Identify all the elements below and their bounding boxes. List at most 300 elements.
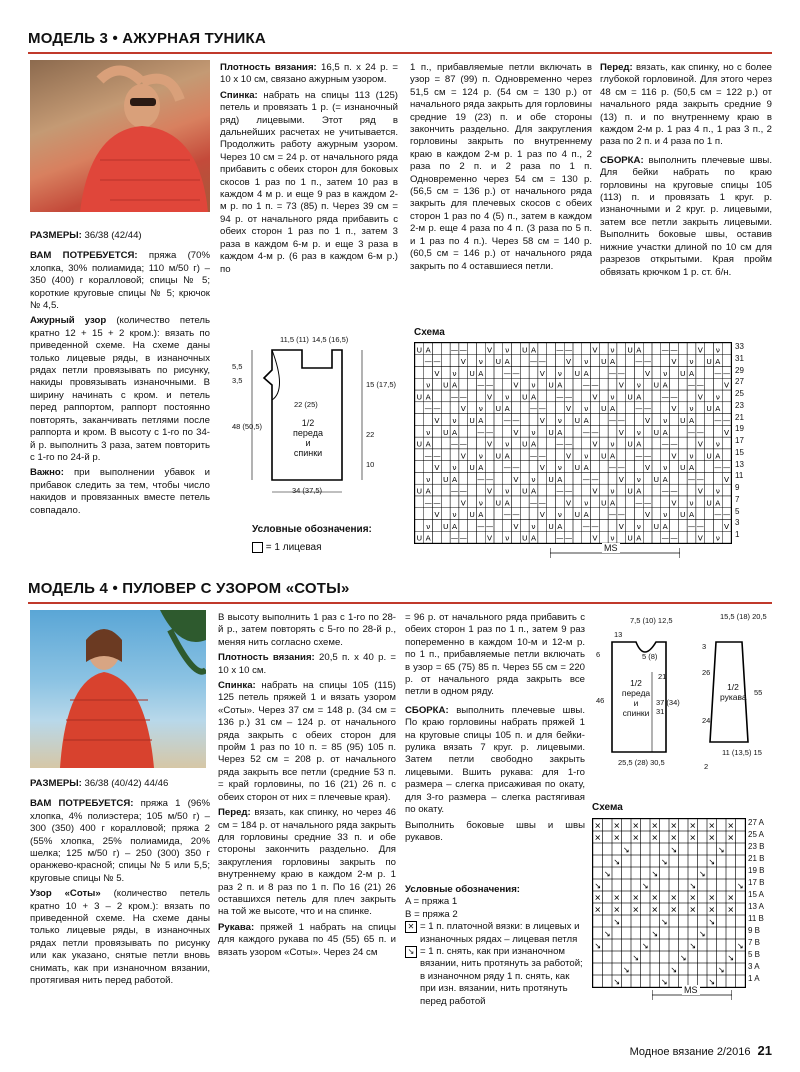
stitch-symbol: ↘ bbox=[736, 941, 744, 951]
scheme-cell bbox=[520, 402, 529, 414]
garter-stitch-icon: ✕ bbox=[405, 921, 417, 933]
legend-item-text: = 1 лицевая bbox=[265, 542, 322, 554]
row-number: 9 bbox=[735, 483, 740, 493]
scheme-cell bbox=[415, 367, 424, 379]
scheme-cell bbox=[612, 843, 622, 855]
stitch-symbol: U bbox=[600, 357, 607, 367]
scheme-cell bbox=[520, 472, 529, 484]
scheme-cell bbox=[726, 843, 736, 855]
stitch-symbol: — bbox=[538, 498, 547, 508]
scheme-cell bbox=[698, 939, 708, 951]
stitch-symbol: — bbox=[564, 345, 573, 355]
scheme-cell bbox=[660, 831, 670, 843]
dim-label: 6 bbox=[596, 650, 601, 659]
stitch-symbol: — bbox=[459, 439, 468, 449]
stitch-symbol: A bbox=[425, 439, 431, 449]
stitch-symbol: V bbox=[487, 533, 493, 543]
stitch-symbol: — bbox=[538, 451, 547, 461]
scheme-cell bbox=[713, 425, 722, 437]
stitch-symbol: ✕ bbox=[632, 893, 640, 903]
stitch-symbol: A bbox=[530, 533, 537, 543]
sizes-value: 36/38 (40/42) 44/46 bbox=[84, 778, 169, 789]
stitch-symbol: V bbox=[697, 345, 703, 355]
stitch-symbol: V bbox=[724, 521, 730, 531]
scheme-cell bbox=[641, 927, 651, 939]
scheme-cell bbox=[520, 414, 529, 426]
scheme-cell bbox=[599, 343, 608, 355]
scheme-cell bbox=[547, 390, 556, 402]
stitch-symbol: — bbox=[512, 510, 520, 520]
scheme-cell bbox=[678, 449, 687, 461]
scheme-cell bbox=[476, 531, 485, 543]
scheme-cell bbox=[631, 939, 641, 951]
scheme-cell bbox=[626, 496, 635, 508]
scheme-cell bbox=[736, 819, 746, 831]
scheme-cell bbox=[705, 425, 714, 437]
stitch-symbol: U bbox=[521, 533, 528, 543]
scheme-cell bbox=[705, 414, 714, 426]
stitch-symbol: — bbox=[450, 439, 459, 449]
stitch-symbol: A bbox=[557, 380, 563, 390]
scheme-cell bbox=[670, 519, 679, 531]
stitch-symbol: — bbox=[582, 427, 590, 437]
scheme-cell bbox=[641, 831, 651, 843]
stitch-symbol: ✕ bbox=[708, 833, 716, 843]
assembly-label: СБОРКА: bbox=[405, 704, 449, 716]
back-label: Спинка: bbox=[220, 89, 258, 101]
scheme-cell bbox=[678, 378, 687, 390]
stitch-symbol: A bbox=[583, 368, 589, 378]
scheme-cell bbox=[512, 449, 521, 461]
stitch-symbol: ν bbox=[426, 380, 431, 390]
scheme-cell bbox=[722, 484, 731, 496]
stitch-symbol: — bbox=[591, 380, 599, 390]
stitch-symbol: — bbox=[529, 404, 538, 414]
scheme-cell bbox=[555, 402, 564, 414]
scheme-cell bbox=[736, 963, 746, 975]
model4-col1 bbox=[30, 778, 210, 991]
stitch-symbol: — bbox=[556, 392, 564, 402]
scheme-cell bbox=[650, 879, 660, 891]
stitch-symbol: V bbox=[487, 439, 493, 449]
stitch-symbol: ✕ bbox=[613, 893, 621, 903]
stitch-symbol: — bbox=[556, 345, 564, 355]
slip-stitch-icon: ↘ bbox=[405, 946, 417, 958]
density-text: 16,5 п. х 24 р. = 10 х 10 см, связано ажурным узором. bbox=[220, 62, 398, 86]
stitch-symbol: ↘ bbox=[641, 941, 649, 951]
needs-text: пряжа (70% хлопка, 30% полиамида; 110 м/50 г) – 350 (400) г коралловой; спицы № 5; короткие круговые спицы № 5; крючок № 4,5. bbox=[30, 250, 210, 312]
stitch-symbol: ν bbox=[557, 510, 562, 520]
scheme-cell bbox=[652, 508, 661, 520]
front-label: Перед: bbox=[600, 62, 633, 73]
scheme-cell bbox=[717, 951, 727, 963]
stitch-symbol: A bbox=[557, 427, 563, 437]
scheme-cell bbox=[468, 425, 477, 437]
stitch-symbol: A bbox=[583, 510, 589, 520]
model4-heading: МОДЕЛЬ 4 • ПУЛОВЕР С УЗОРОМ «СОТЫ» bbox=[28, 580, 350, 597]
dim-label: 37 (34) 31 bbox=[656, 698, 680, 716]
row-number: 9 B bbox=[748, 926, 761, 935]
stitch-symbol: — bbox=[635, 404, 643, 414]
stitch-symbol: ν bbox=[689, 404, 694, 414]
stitch-symbol: U bbox=[679, 463, 686, 473]
row-number: 5 B bbox=[748, 950, 761, 959]
scheme-cell bbox=[424, 508, 433, 520]
stitch-symbol: U bbox=[600, 451, 607, 461]
stitch-symbol: A bbox=[662, 474, 668, 484]
stitch-symbol: ν bbox=[478, 498, 483, 508]
diagram-label: 1/2 переда и спинки bbox=[621, 678, 651, 718]
scheme-cell bbox=[512, 531, 521, 543]
scheme-cell bbox=[626, 402, 635, 414]
scheme-cell bbox=[679, 843, 689, 855]
stitch-symbol: U bbox=[495, 498, 502, 508]
scheme-cell bbox=[582, 437, 591, 449]
stitch-symbol: — bbox=[608, 510, 617, 520]
pattern-text: (количество петель кратно 12 + 15 + 2 кром.): вязать по приведенной схеме. На схеме даны только лицевые ряды, в изнаночных рядах петли провязывать по рисунку, накиды провязывать изнаночными. В ширину начинать с кром. и петель перед раппортом, раппорт постоянно повторять, заканчивать петлями после раппорта и кром. В высоту с 1-го по 34-й р. выполнить 3 раза, затем повторить с 1-го по 24-й р. bbox=[30, 315, 210, 463]
scheme-cell bbox=[641, 891, 651, 903]
scheme-cell bbox=[459, 508, 468, 520]
dim-label: 11 (13,5) 15 bbox=[722, 748, 762, 757]
stitch-symbol: A bbox=[425, 392, 431, 402]
stitch-symbol: — bbox=[512, 416, 520, 425]
stitch-symbol: V bbox=[697, 392, 703, 402]
stitch-symbol: — bbox=[477, 521, 485, 531]
stitch-symbol: — bbox=[459, 345, 468, 355]
row-number: 21 bbox=[735, 412, 744, 422]
scheme-cell bbox=[669, 855, 679, 867]
stitch-symbol: ✕ bbox=[651, 833, 659, 843]
stitch-symbol: — bbox=[512, 463, 520, 473]
scheme-cell bbox=[698, 891, 708, 903]
scheme-cell bbox=[669, 975, 679, 987]
stitch-symbol: — bbox=[424, 404, 432, 414]
scheme-cell bbox=[529, 508, 538, 520]
stitch-symbol: ↘ bbox=[736, 881, 744, 891]
stitch-symbol: — bbox=[564, 392, 573, 402]
stitch-symbol: — bbox=[635, 357, 643, 367]
stitch-symbol: V bbox=[566, 451, 572, 461]
scheme-cell bbox=[717, 855, 727, 867]
row-number: 25 A bbox=[748, 830, 765, 839]
stitch-symbol: U bbox=[679, 510, 686, 520]
stitch-symbol: U bbox=[442, 427, 449, 437]
scheme-cell bbox=[660, 951, 670, 963]
scheme-cell bbox=[698, 915, 708, 927]
stitch-symbol: ↘ bbox=[660, 857, 668, 867]
stitch-symbol: — bbox=[608, 416, 617, 425]
stitch-symbol: A bbox=[609, 357, 616, 367]
legend-item bbox=[252, 542, 322, 553]
model3-garment-diagram bbox=[232, 330, 402, 500]
scheme-cell bbox=[593, 927, 603, 939]
stitch-symbol: U bbox=[679, 368, 686, 378]
stitch-symbol: ν bbox=[715, 439, 720, 449]
diagram-label: 1/2 переда и спинки bbox=[293, 418, 323, 458]
scheme-cell bbox=[494, 472, 503, 484]
scheme-cell bbox=[688, 843, 698, 855]
scheme-cell bbox=[643, 519, 652, 531]
scheme-cell bbox=[626, 414, 635, 426]
scheme-cell bbox=[622, 819, 632, 831]
stitch-symbol: ν bbox=[610, 533, 615, 543]
scheme-cell bbox=[641, 867, 651, 879]
scheme-cell bbox=[415, 425, 424, 437]
scheme-cell bbox=[441, 461, 450, 473]
stitch-symbol: — bbox=[556, 486, 564, 496]
stitch-symbol: ν bbox=[663, 416, 668, 425]
scheme-cell bbox=[538, 519, 547, 531]
scheme-cell bbox=[679, 963, 689, 975]
stitch-symbol: — bbox=[477, 474, 485, 484]
stitch-symbol: ✕ bbox=[594, 821, 602, 831]
stitch-symbol: — bbox=[670, 533, 678, 543]
stitch-symbol: A bbox=[504, 357, 510, 367]
scheme-cell bbox=[631, 843, 641, 855]
sleeves-text: пряжей 1 набрать на спицы для каждого рукава по 45 (55) 65 п. и вязать узором «Соты». Через 24 см bbox=[218, 921, 396, 958]
scheme-cell bbox=[433, 484, 442, 496]
scheme-cell bbox=[707, 939, 717, 951]
dim-label: 24 bbox=[702, 716, 711, 725]
sleeves-label: Рукава: bbox=[218, 921, 255, 933]
scheme-cell bbox=[661, 449, 670, 461]
scheme-cell bbox=[520, 508, 529, 520]
scheme-cell bbox=[652, 355, 661, 367]
scheme-cell bbox=[617, 355, 626, 367]
model4-col2 bbox=[218, 612, 396, 962]
row-number: 15 A bbox=[748, 890, 765, 899]
row-number: 13 bbox=[735, 459, 744, 469]
scheme-cells bbox=[415, 343, 731, 543]
scheme-cell bbox=[599, 484, 608, 496]
dim-label: 15,5 (18) 20,5 bbox=[720, 612, 767, 621]
stitch-symbol: U bbox=[416, 439, 423, 449]
stitch-symbol: V bbox=[434, 368, 440, 378]
model4-row-numbers bbox=[748, 818, 778, 986]
dim-label: 15 (17,5) bbox=[366, 380, 397, 389]
stitch-symbol: U bbox=[521, 345, 528, 355]
scheme-cell bbox=[612, 867, 622, 879]
scheme-cell bbox=[468, 531, 477, 543]
scheme-cell bbox=[591, 414, 600, 426]
scheme-cell bbox=[634, 508, 643, 520]
scheme-cell bbox=[485, 355, 494, 367]
stitch-symbol: V bbox=[460, 498, 466, 508]
stitch-symbol: ✕ bbox=[594, 893, 602, 903]
stitch-symbol: U bbox=[627, 533, 633, 543]
assembly-text: выполнить плечевые швы. По краю горловины набрать пряжей 1 на круговые спицы 105 п. и для бейки-рулика вязать 7 круг. р. лицевыми. Затем петли свободно закрыть лицевыми. Вшить рукава: для 1-го размера – слегка присаживая по окату, для 3-го размера – слегка растягивая по окату. bbox=[405, 704, 585, 816]
scheme-cell bbox=[678, 519, 687, 531]
dim-label: 14,5 (16,5) bbox=[312, 335, 349, 344]
stitch-symbol: ν bbox=[636, 474, 641, 484]
stitch-symbol: — bbox=[450, 533, 459, 543]
scheme-cell bbox=[450, 402, 459, 414]
stitch-symbol: ✕ bbox=[670, 821, 678, 831]
stitch-symbol: A bbox=[478, 463, 484, 473]
stitch-symbol: — bbox=[591, 474, 599, 484]
stitch-symbol: — bbox=[564, 486, 573, 496]
scheme-cell bbox=[468, 472, 477, 484]
stitch-symbol: ↘ bbox=[594, 881, 602, 891]
sizes-label: РАЗМЕРЫ: bbox=[30, 230, 82, 241]
row-number: 31 bbox=[735, 353, 744, 363]
scheme-cell bbox=[485, 402, 494, 414]
stitch-symbol: V bbox=[487, 345, 493, 355]
stitch-symbol: ν bbox=[584, 404, 589, 414]
stitch-symbol: ↘ bbox=[660, 917, 668, 927]
stitch-symbol: V bbox=[592, 486, 598, 496]
stitch-symbol: ✕ bbox=[689, 905, 697, 915]
scheme-cell bbox=[547, 508, 556, 520]
stitch-symbol: ↘ bbox=[651, 929, 659, 939]
row-number: 17 bbox=[735, 436, 744, 446]
scheme-cell bbox=[564, 472, 573, 484]
stitch-symbol: — bbox=[433, 404, 441, 414]
stitch-symbol: ✕ bbox=[613, 821, 621, 831]
scheme-cell bbox=[494, 425, 503, 437]
stitch-symbol: ✕ bbox=[670, 905, 678, 915]
scheme-cell bbox=[717, 891, 727, 903]
scheme-cell bbox=[441, 449, 450, 461]
scheme-cell bbox=[415, 402, 424, 414]
scheme-cell bbox=[555, 496, 564, 508]
stitch-symbol: ✕ bbox=[727, 821, 735, 831]
scheme-cell bbox=[650, 855, 660, 867]
scheme-cell bbox=[503, 519, 512, 531]
stitch-symbol: U bbox=[706, 357, 712, 367]
scheme-cell bbox=[652, 367, 661, 379]
page-footer bbox=[630, 1043, 772, 1058]
stitch-symbol: ↘ bbox=[603, 869, 611, 879]
scheme-cell bbox=[696, 449, 705, 461]
stitch-symbol: — bbox=[477, 380, 485, 390]
stitch-symbol: ν bbox=[478, 404, 483, 414]
row-number: 5 bbox=[735, 506, 740, 516]
scheme-cell bbox=[688, 951, 698, 963]
model3-ms-marker bbox=[550, 543, 680, 560]
scheme-cell bbox=[736, 951, 746, 963]
stitch-symbol: U bbox=[653, 521, 660, 531]
scheme-cell bbox=[650, 939, 660, 951]
stitch-symbol: — bbox=[582, 380, 590, 390]
scheme-cell bbox=[593, 915, 603, 927]
scheme-cell bbox=[441, 496, 450, 508]
scheme-cell bbox=[707, 963, 717, 975]
stitch-symbol: V bbox=[724, 427, 730, 437]
scheme-cell bbox=[603, 975, 613, 987]
scheme-cell bbox=[617, 343, 626, 355]
scheme-cell bbox=[468, 355, 477, 367]
scheme-cell bbox=[415, 378, 424, 390]
stitch-symbol: A bbox=[557, 521, 563, 531]
row-number: 19 B bbox=[748, 866, 765, 875]
scheme-cell bbox=[538, 531, 547, 543]
scheme-cell bbox=[634, 367, 643, 379]
stitch-symbol: U bbox=[416, 345, 423, 355]
stitch-symbol: ↘ bbox=[708, 917, 716, 927]
scheme-cell bbox=[696, 414, 705, 426]
scheme-cell bbox=[631, 867, 641, 879]
scheme-cell bbox=[599, 508, 608, 520]
model3-photo bbox=[30, 60, 210, 212]
scheme-cell bbox=[698, 843, 708, 855]
stitch-symbol: V bbox=[539, 463, 545, 473]
scheme-cell bbox=[669, 879, 679, 891]
stitch-symbol: A bbox=[478, 416, 484, 425]
stitch-symbol: — bbox=[643, 451, 652, 461]
row-number: 27 bbox=[735, 377, 744, 387]
stitch-symbol: A bbox=[530, 345, 537, 355]
scheme-cell bbox=[622, 891, 632, 903]
stitch-symbol: ν bbox=[610, 345, 615, 355]
scheme-cell bbox=[603, 915, 613, 927]
scheme-cell bbox=[678, 355, 687, 367]
stitch-symbol: U bbox=[469, 510, 475, 520]
scheme-cell bbox=[582, 343, 591, 355]
scheme-cell bbox=[669, 939, 679, 951]
stitch-symbol: U bbox=[521, 486, 528, 496]
stitch-symbol: — bbox=[661, 392, 669, 402]
scheme-cell bbox=[538, 378, 547, 390]
scheme-cell bbox=[707, 843, 717, 855]
scheme-cell bbox=[660, 903, 670, 915]
scheme-cell bbox=[485, 367, 494, 379]
dim-label: 48 (50,5) bbox=[232, 422, 263, 431]
stitch-symbol: ν bbox=[715, 486, 720, 496]
dim-label: 13 bbox=[614, 630, 623, 639]
row-number: 7 B bbox=[748, 938, 761, 947]
stitch-symbol: U bbox=[627, 392, 633, 402]
scheme-cell bbox=[705, 461, 714, 473]
density-text: 20,5 п. х 40 р. = 10 х 10 см. bbox=[218, 652, 396, 676]
scheme-cell bbox=[494, 378, 503, 390]
scheme-cell bbox=[626, 425, 635, 437]
scheme-cell bbox=[564, 425, 573, 437]
scheme-cell bbox=[670, 461, 679, 473]
model3-row-numbers bbox=[735, 342, 765, 542]
scheme-cell bbox=[687, 437, 696, 449]
stitch-symbol: ↘ bbox=[613, 857, 621, 867]
scheme-cell bbox=[593, 951, 603, 963]
scheme-cell bbox=[468, 437, 477, 449]
scheme-cell bbox=[573, 472, 582, 484]
stitch-symbol: V bbox=[592, 345, 598, 355]
scheme-cell bbox=[678, 390, 687, 402]
scheme-cell bbox=[669, 951, 679, 963]
scheme-cell bbox=[547, 461, 556, 473]
stitch-symbol: A bbox=[478, 510, 484, 520]
stitch-symbol: — bbox=[635, 498, 643, 508]
stitch-symbol: V bbox=[724, 380, 730, 390]
scheme-cell bbox=[626, 519, 635, 531]
scheme-cell bbox=[679, 879, 689, 891]
stitch-symbol: ν bbox=[478, 451, 483, 461]
dim-label: 5 (8) bbox=[642, 652, 658, 661]
stitch-symbol: A bbox=[636, 486, 642, 496]
scheme-cell bbox=[679, 831, 689, 843]
scheme-cell bbox=[573, 531, 582, 543]
stitch-symbol: ✕ bbox=[670, 893, 678, 903]
scheme-cell bbox=[622, 975, 632, 987]
model3-scheme-grid bbox=[414, 342, 732, 544]
stitch-symbol: — bbox=[714, 368, 722, 378]
scheme-cell bbox=[538, 472, 547, 484]
stitch-symbol: V bbox=[671, 451, 677, 461]
stitch-symbol: ✕ bbox=[708, 821, 716, 831]
stitch-symbol: — bbox=[670, 345, 678, 355]
stitch-symbol: — bbox=[477, 427, 485, 437]
stitch-symbol: — bbox=[485, 427, 494, 437]
